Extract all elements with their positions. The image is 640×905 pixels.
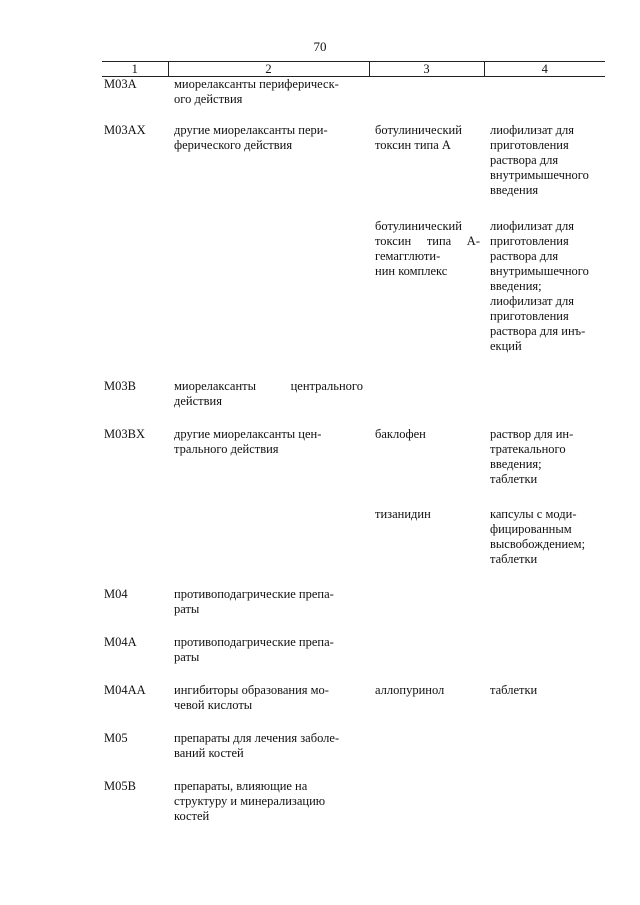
atc-code: M03BX	[104, 426, 145, 441]
table-row	[102, 779, 605, 829]
table-row	[102, 379, 605, 427]
atc-code: M04AA	[104, 682, 146, 697]
dosage-form: таблетки	[490, 682, 538, 697]
column-header-2: 2	[168, 62, 369, 77]
atc-code: M05B	[104, 778, 136, 793]
table-row	[102, 635, 605, 683]
column-header-1: 1	[102, 62, 168, 77]
table-row	[102, 77, 605, 123]
atc-code: M03B	[104, 378, 136, 393]
group-name: противоподагрические препа- раты	[174, 634, 334, 664]
group-name: ингибиторы образования мо- чевой кислоты	[174, 682, 329, 712]
table-row	[102, 219, 605, 379]
atc-code: M03AX	[104, 122, 146, 137]
dosage-form: лиофилизат для приготовления раствора для внутримышечного введения; лиофилизат для приготовления раствора для инъ- екций	[490, 218, 589, 353]
group-name: препараты, влияющие на структуру и минерализацию костей	[174, 778, 326, 823]
column-header-4: 4	[484, 62, 605, 77]
group-name: миорелаксанты центрального действия	[174, 378, 363, 408]
table-row	[102, 123, 605, 219]
atc-code	[102, 507, 168, 587]
group-name: противоподагрические препа- раты	[174, 586, 334, 616]
drug-name: тизанидин	[375, 506, 431, 521]
atc-code: M04A	[104, 634, 137, 649]
table-header-row	[102, 62, 605, 77]
dosage-form: лиофилизат для приготовления раствора для внутримышечного введения	[490, 122, 589, 197]
atc-code: M04	[104, 586, 128, 601]
dosage-form: капсулы с моди- фицированным высвобождением; таблетки	[490, 506, 586, 566]
drug-name: ботулинический токсин типа А	[375, 122, 462, 152]
group-name: другие миорелаксанты цен- трального действия	[174, 426, 322, 456]
group-name: другие миорелаксанты пери- ферического действия	[174, 122, 328, 152]
page-number: 70	[313, 39, 327, 54]
drug-name: ботулинический токсин типа А-гемагглюти- нин комплекс	[375, 218, 480, 278]
drug-name: аллопуринол	[375, 682, 445, 697]
dosage-form: раствор для ин- тратекального введения; таблетки	[490, 426, 574, 486]
drug-classification-table	[102, 61, 605, 829]
group-name: препараты для лечения заболе- ваний костей	[174, 730, 340, 760]
table-row	[102, 587, 605, 635]
group-name: миорелаксанты периферическ- ого действия	[174, 77, 339, 106]
table-row	[102, 427, 605, 507]
table-row	[102, 507, 605, 587]
table-row	[102, 731, 605, 779]
atc-code: M05	[104, 730, 128, 745]
drug-name: баклофен	[375, 426, 426, 441]
table-row	[102, 683, 605, 731]
atc-code	[102, 219, 168, 379]
atc-code: M03A	[104, 77, 137, 91]
column-header-3: 3	[369, 62, 484, 77]
